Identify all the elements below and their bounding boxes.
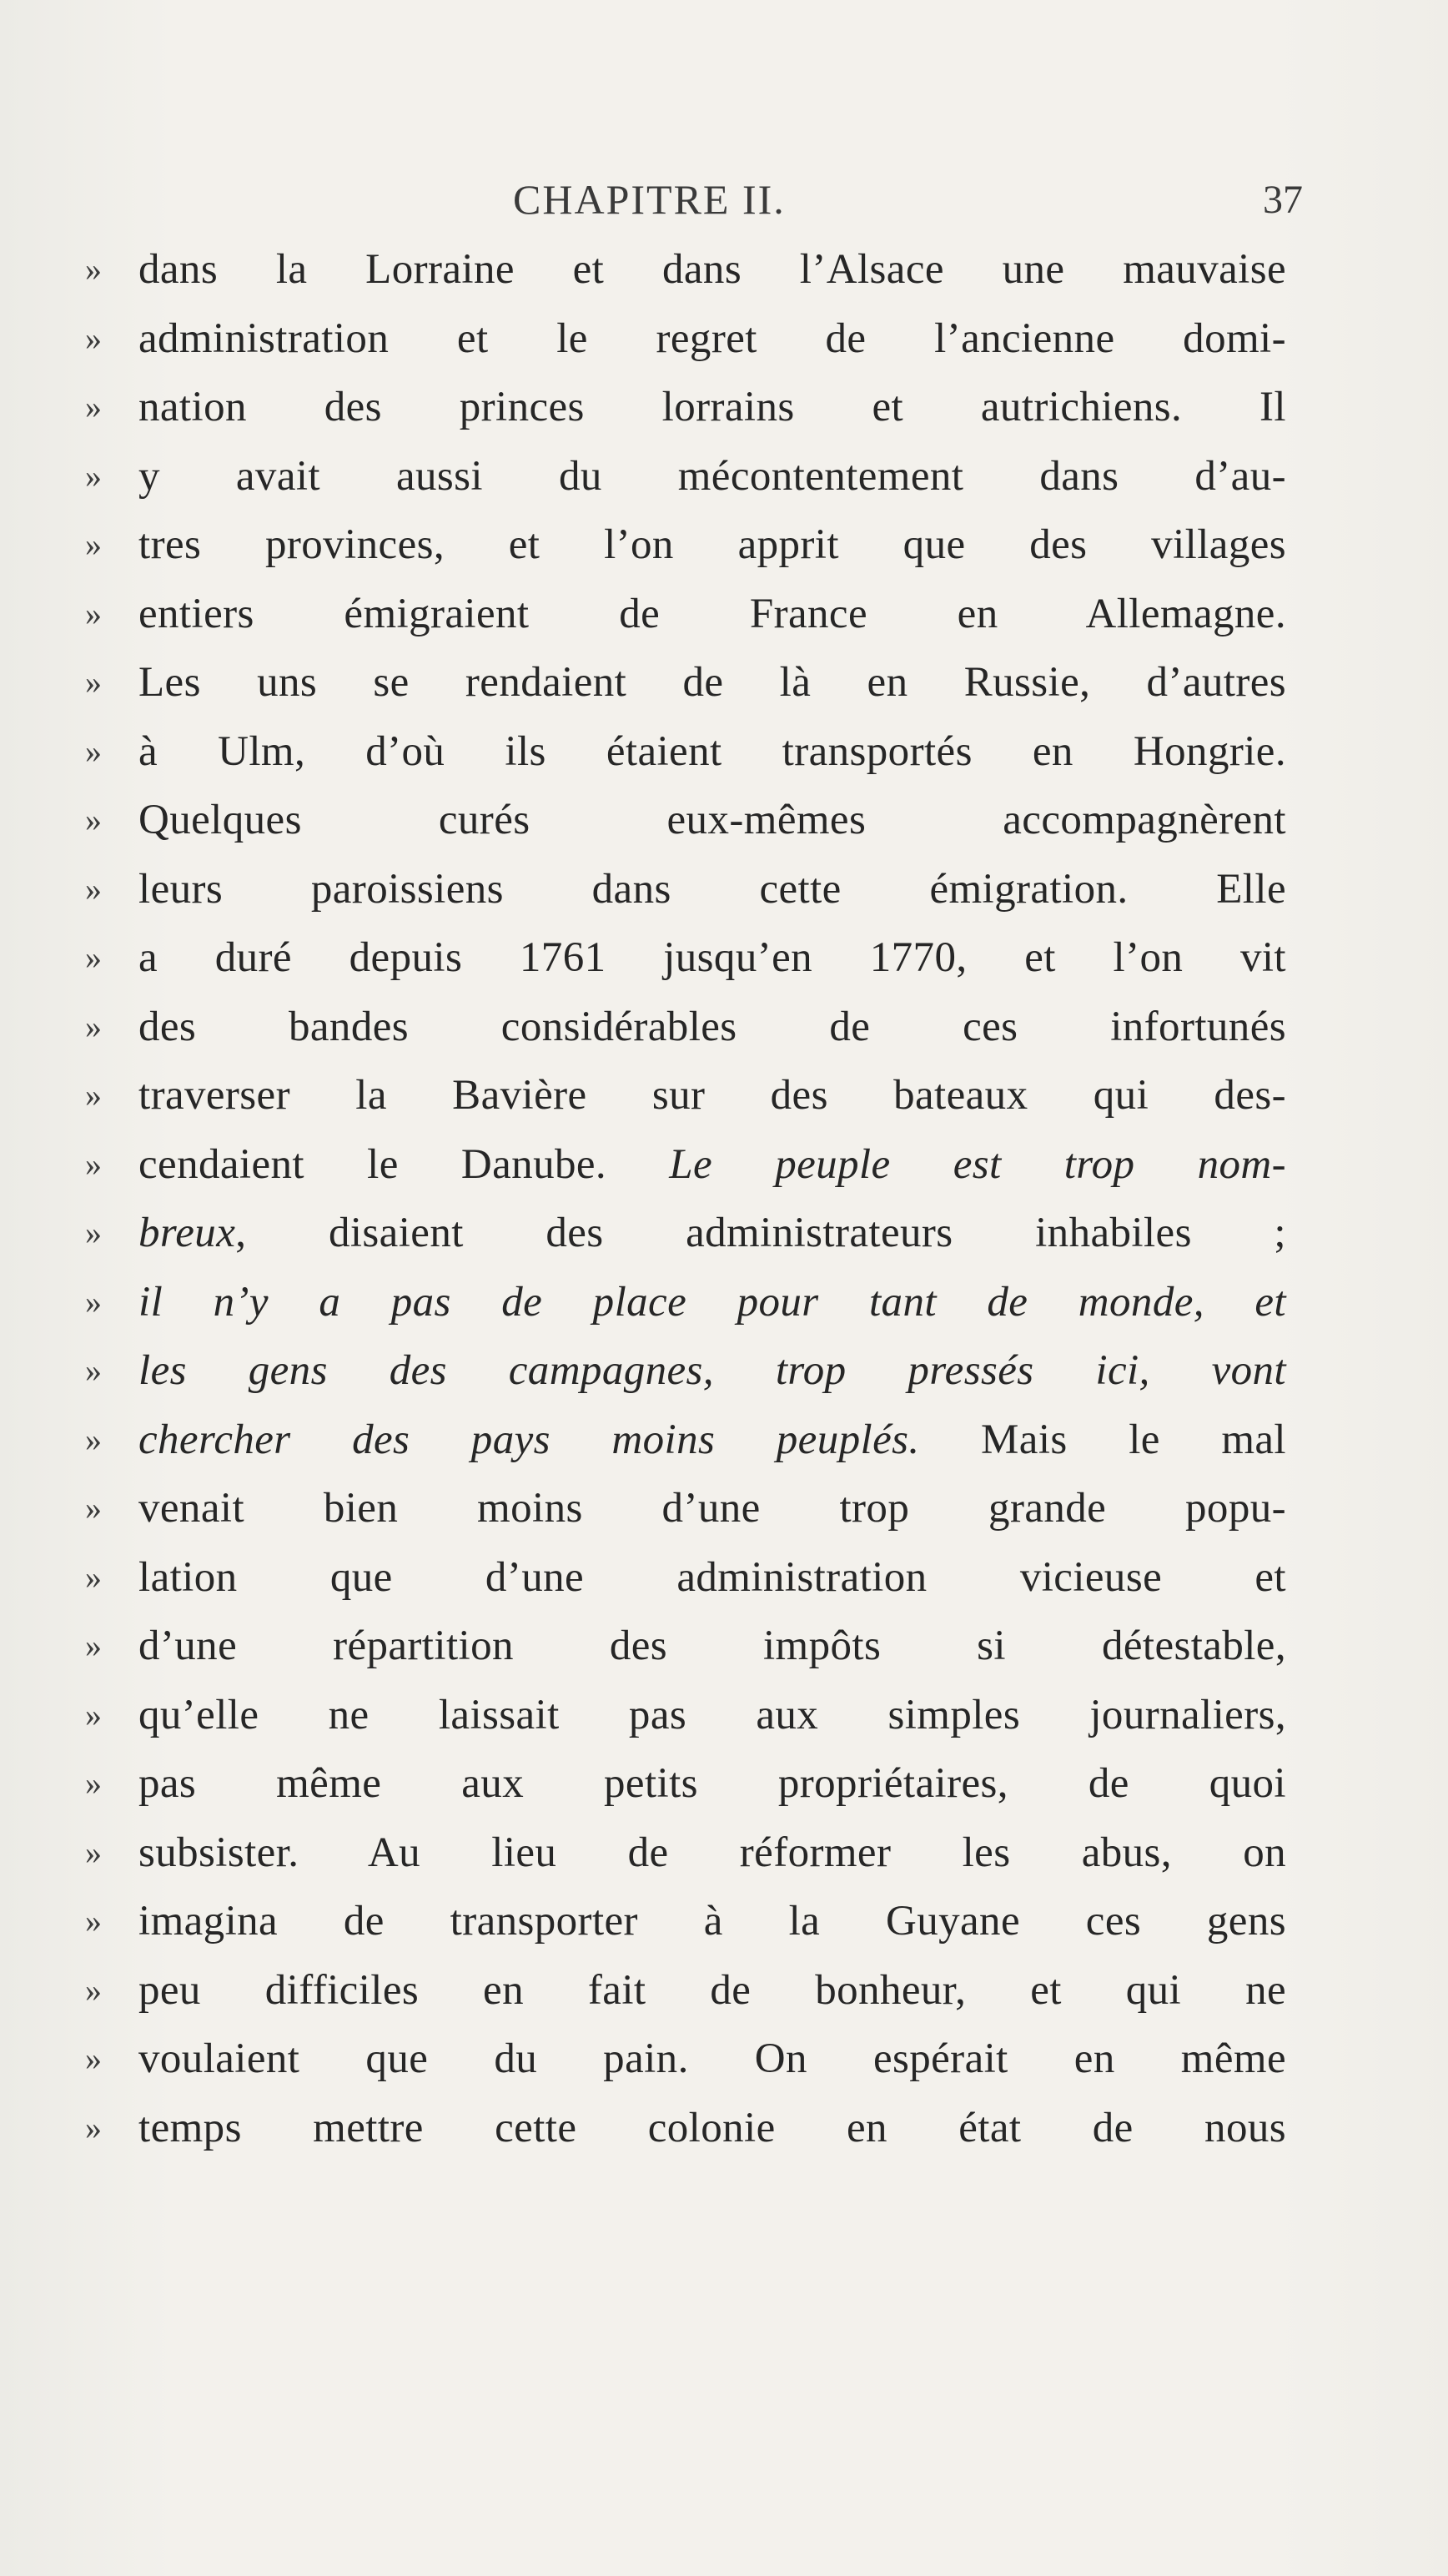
text-line — [85, 1061, 1286, 1130]
quote-marker: » — [85, 869, 102, 908]
text-line — [85, 1956, 1286, 2025]
quote-marker: » — [85, 1351, 102, 1389]
text-line — [85, 1819, 1286, 1888]
line-text: leurs paroissiens dans cette émigration. Elle — [138, 865, 1286, 913]
chapter-heading: CHAPITRE II. — [513, 176, 786, 223]
line-text-roman: cendaient le Danube. — [138, 1140, 670, 1188]
line-text-italic: Le peuple est trop nom- — [669, 1140, 1287, 1188]
line-text: pas même aux petits propriétaires, de quoi — [138, 1760, 1286, 1807]
line-text: administration et le regret de l’ancienne domi- — [138, 314, 1286, 362]
quote-marker: » — [85, 319, 102, 357]
quote-marker: » — [85, 388, 102, 425]
quote-marker: » — [85, 1007, 102, 1045]
text-line — [85, 442, 1286, 511]
line-text: traverser la Bavière sur des bateaux qui des- — [138, 1072, 1286, 1119]
quote-marker: » — [85, 1764, 102, 1802]
text-line — [85, 1130, 1286, 1200]
line-text-italic: les gens des campagnes, trop pressés ici, vont — [138, 1347, 1286, 1394]
text-line — [85, 1681, 1286, 1750]
quote-marker: » — [85, 1557, 102, 1596]
quote-marker: » — [85, 1214, 102, 1251]
quote-marker: » — [85, 1970, 102, 2009]
text-line — [85, 2094, 1286, 2163]
text-line — [85, 304, 1286, 374]
quote-marker: » — [85, 594, 102, 632]
text-line — [85, 511, 1286, 580]
text-line — [85, 2025, 1286, 2094]
quote-marker: » — [85, 250, 102, 288]
line-text-italic: chercher des pays moins peuplés. — [138, 1416, 920, 1463]
text-line — [85, 1406, 1286, 1475]
line-text: lation que d’une administration vicieuse et — [138, 1553, 1286, 1601]
text-line — [85, 1474, 1286, 1543]
line-text: a duré depuis 1761 jusqu’en 1770, et l’on vit — [138, 934, 1286, 981]
quote-marker: » — [85, 801, 102, 838]
quote-marker: » — [85, 456, 102, 495]
line-text: Quelques curés eux-mêmes accompagnèrent — [138, 797, 1286, 843]
line-text — [138, 1130, 1286, 1200]
line-text — [138, 1199, 1286, 1268]
text-line — [85, 1336, 1286, 1406]
line-text-roman: , disaient des administrateurs inhabiles ; — [235, 1210, 1286, 1256]
text-line — [85, 923, 1286, 993]
quote-marker: » — [85, 526, 102, 563]
text-line — [85, 373, 1286, 442]
text-line — [85, 648, 1286, 717]
quote-marker: » — [85, 1833, 102, 1871]
quote-marker: » — [85, 732, 102, 770]
text-line — [85, 1612, 1286, 1681]
line-text: Les uns se rendaient de là en Russie, d’autres — [138, 659, 1286, 706]
line-text-roman: Mais le mal — [919, 1416, 1287, 1463]
text-line — [85, 235, 1286, 304]
text-line — [85, 580, 1286, 649]
body-text — [85, 235, 1286, 2162]
quote-marker: » — [85, 1282, 102, 1321]
quote-marker: » — [85, 1420, 102, 1458]
line-text: d’une répartition des impôts si détestable, — [138, 1623, 1286, 1669]
page-number: 37 — [1263, 178, 1303, 222]
line-text: peu difficiles en fait de bonheur, et qui ne — [138, 1966, 1286, 2014]
running-header — [133, 175, 1303, 234]
line-text — [138, 1406, 1286, 1475]
quote-marker: » — [85, 1076, 102, 1114]
text-line — [85, 1268, 1286, 1337]
line-text: entiers émigraient de France en Allemagne. — [138, 590, 1286, 637]
text-line — [85, 786, 1286, 855]
text-line — [85, 717, 1286, 787]
quote-marker: » — [85, 1695, 102, 1733]
line-text-italic: breux — [138, 1210, 236, 1256]
line-text: dans la Lorraine et dans l’Alsace une mauvaise — [138, 246, 1286, 293]
line-text: venait bien moins d’une trop grande popu- — [138, 1485, 1286, 1532]
quote-marker: » — [85, 2108, 102, 2146]
line-text: à Ulm, d’où ils étaient transportés en Hongrie. — [138, 727, 1286, 775]
quote-marker: » — [85, 1902, 102, 1940]
text-line — [85, 1887, 1286, 1956]
text-line — [85, 1749, 1286, 1819]
quote-marker: » — [85, 1145, 102, 1183]
quote-marker: » — [85, 663, 102, 701]
quote-marker: » — [85, 1489, 102, 1527]
line-text: nation des princes lorrains et autrichiens. Il — [138, 384, 1286, 430]
line-text: des bandes considérables de ces infortunés — [138, 1003, 1286, 1050]
line-text: y avait aussi du mécontentement dans d’au- — [138, 452, 1286, 500]
text-line — [85, 1543, 1286, 1613]
text-line — [85, 993, 1286, 1062]
quote-marker: » — [85, 1627, 102, 1664]
line-text: subsister. Au lieu de réformer les abus, on — [138, 1829, 1286, 1876]
line-text: temps mettre cette colonie en état de nous — [138, 2104, 1286, 2151]
quote-marker: » — [85, 938, 102, 976]
line-text: qu’elle ne laissait pas aux simples journaliers, — [138, 1691, 1286, 1738]
line-text-italic: il n’y a pas de place pour tant de monde, et — [138, 1278, 1286, 1326]
text-line — [85, 855, 1286, 924]
quote-marker: » — [85, 2040, 102, 2077]
line-text: voulaient que du pain. On espérait en même — [138, 2035, 1286, 2082]
line-text: imagina de transporter à la Guyane ces gens — [138, 1898, 1286, 1945]
line-text: tres provinces, et l’on apprit que des villages — [138, 521, 1286, 568]
text-line — [85, 1199, 1286, 1268]
